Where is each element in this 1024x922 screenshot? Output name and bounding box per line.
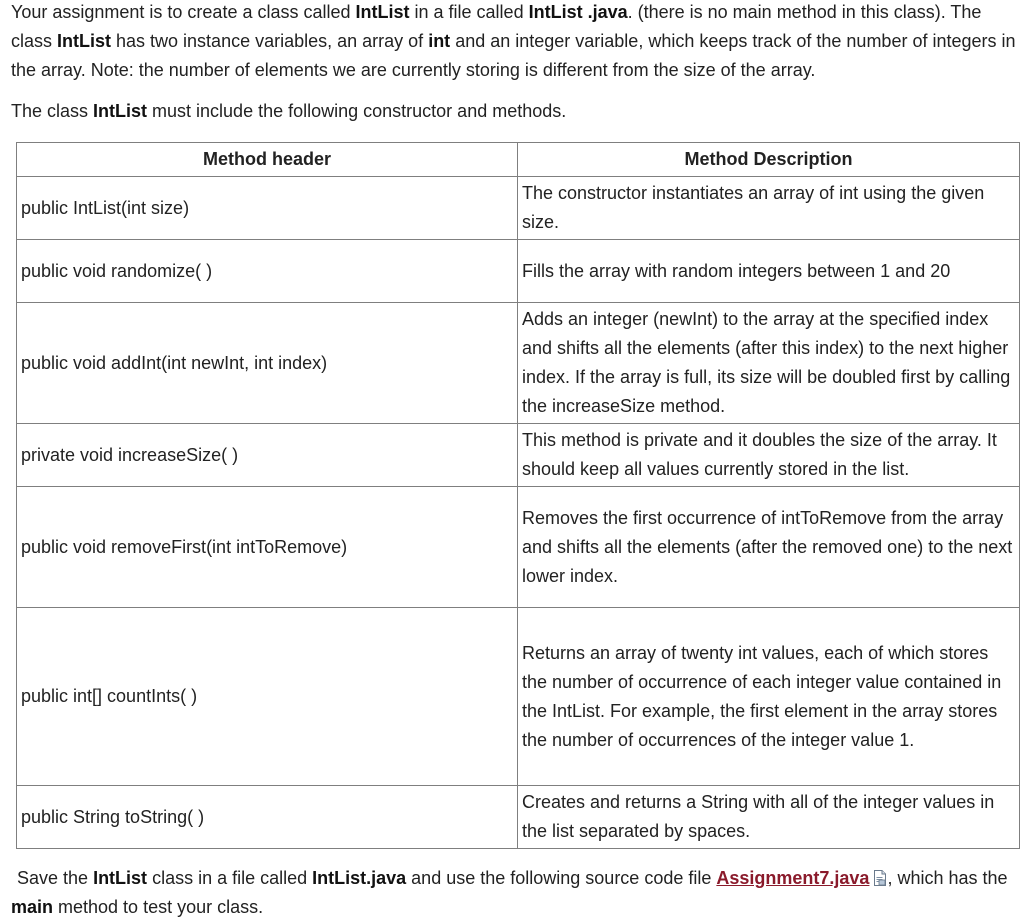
intro-text: . (there is no main method in this class). The class bbox=[11, 2, 982, 51]
method-description-cell: The constructor instantiates an array of int using the given size. bbox=[518, 177, 1020, 240]
table-row bbox=[17, 177, 1020, 240]
table-row bbox=[17, 786, 1020, 849]
method-header-cell: public String toString( ) bbox=[17, 786, 518, 849]
intro-text: Your assignment is to create a class called bbox=[11, 2, 356, 22]
table-row bbox=[17, 424, 1020, 487]
method-description-cell: Fills the array with random integers between 1 and 20 bbox=[518, 240, 1020, 303]
outro-text: method to test your class. bbox=[53, 897, 264, 917]
outro-text: class in a file called bbox=[147, 868, 313, 888]
intro-text: and an integer variable, which keeps track of the number of integers in the array. Note: the number of elements we are currently storing is different from the size of the array. bbox=[11, 31, 1016, 80]
class-name: IntList bbox=[93, 868, 148, 888]
methods-table bbox=[16, 142, 1020, 849]
method-description-cell: This method is private and it doubles the size of the array. It should keep all values currently stored in the list. bbox=[518, 424, 1020, 487]
assignment7-file-link[interactable]: Assignment7.java bbox=[716, 868, 870, 888]
class-name: IntList bbox=[93, 101, 148, 121]
table-header-row bbox=[17, 143, 1020, 177]
header-method-header: Method header bbox=[17, 143, 518, 177]
header-method-description: Method Description bbox=[518, 143, 1020, 177]
table-row bbox=[17, 303, 1020, 424]
file-name: IntList .java bbox=[528, 2, 628, 22]
file-name: IntList.java bbox=[312, 868, 407, 888]
lead-text: must include the following constructor and methods. bbox=[147, 101, 567, 121]
method-header-cell: public void addInt(int newInt, int index) bbox=[17, 303, 518, 424]
method-description-cell: Returns an array of twenty int values, each of which stores the number of occurrence of each integer value contained in the IntList. For example, the first element in the array stores the number of occurrences of the integer value 1. bbox=[518, 608, 1020, 786]
lead-paragraph bbox=[11, 97, 1016, 126]
intro-paragraph bbox=[11, 0, 1016, 85]
method-header-cell: private void increaseSize( ) bbox=[17, 424, 518, 487]
method-header-cell: public IntList(int size) bbox=[17, 177, 518, 240]
class-name: IntList bbox=[57, 31, 112, 51]
table-row bbox=[17, 487, 1020, 608]
outro-text: , which has the bbox=[887, 868, 1008, 888]
method-description-cell: Creates and returns a String with all of the integer values in the list separated by spaces. bbox=[518, 786, 1020, 849]
outro-paragraph bbox=[11, 864, 1016, 922]
outro-text: and use the following source code file bbox=[406, 868, 717, 888]
table-row bbox=[17, 240, 1020, 303]
method-header-cell: public int[] countInts( ) bbox=[17, 608, 518, 786]
intro-text: in a file called bbox=[409, 2, 529, 22]
class-name: IntList bbox=[355, 2, 410, 22]
method-header-cell: public void randomize( ) bbox=[17, 240, 518, 303]
table-row bbox=[17, 608, 1020, 786]
lead-text: The class bbox=[11, 101, 94, 121]
type-name: int bbox=[428, 31, 451, 51]
document-icon[interactable] bbox=[873, 866, 887, 882]
method-description-cell: Removes the first occurrence of intToRemove from the array and shifts all the elements (after the removed one) to the next lower index. bbox=[518, 487, 1020, 608]
method-description-cell: Adds an integer (newInt) to the array at the specified index and shifts all the elements (after this index) to the next higher index. If the array is full, its size will be doubled first by calling the increaseSize method. bbox=[518, 303, 1020, 424]
intro-text: has two instance variables, an array of bbox=[111, 31, 429, 51]
method-header-cell: public void removeFirst(int intToRemove) bbox=[17, 487, 518, 608]
method-name: main bbox=[11, 897, 54, 917]
outro-text: Save the bbox=[17, 868, 94, 888]
